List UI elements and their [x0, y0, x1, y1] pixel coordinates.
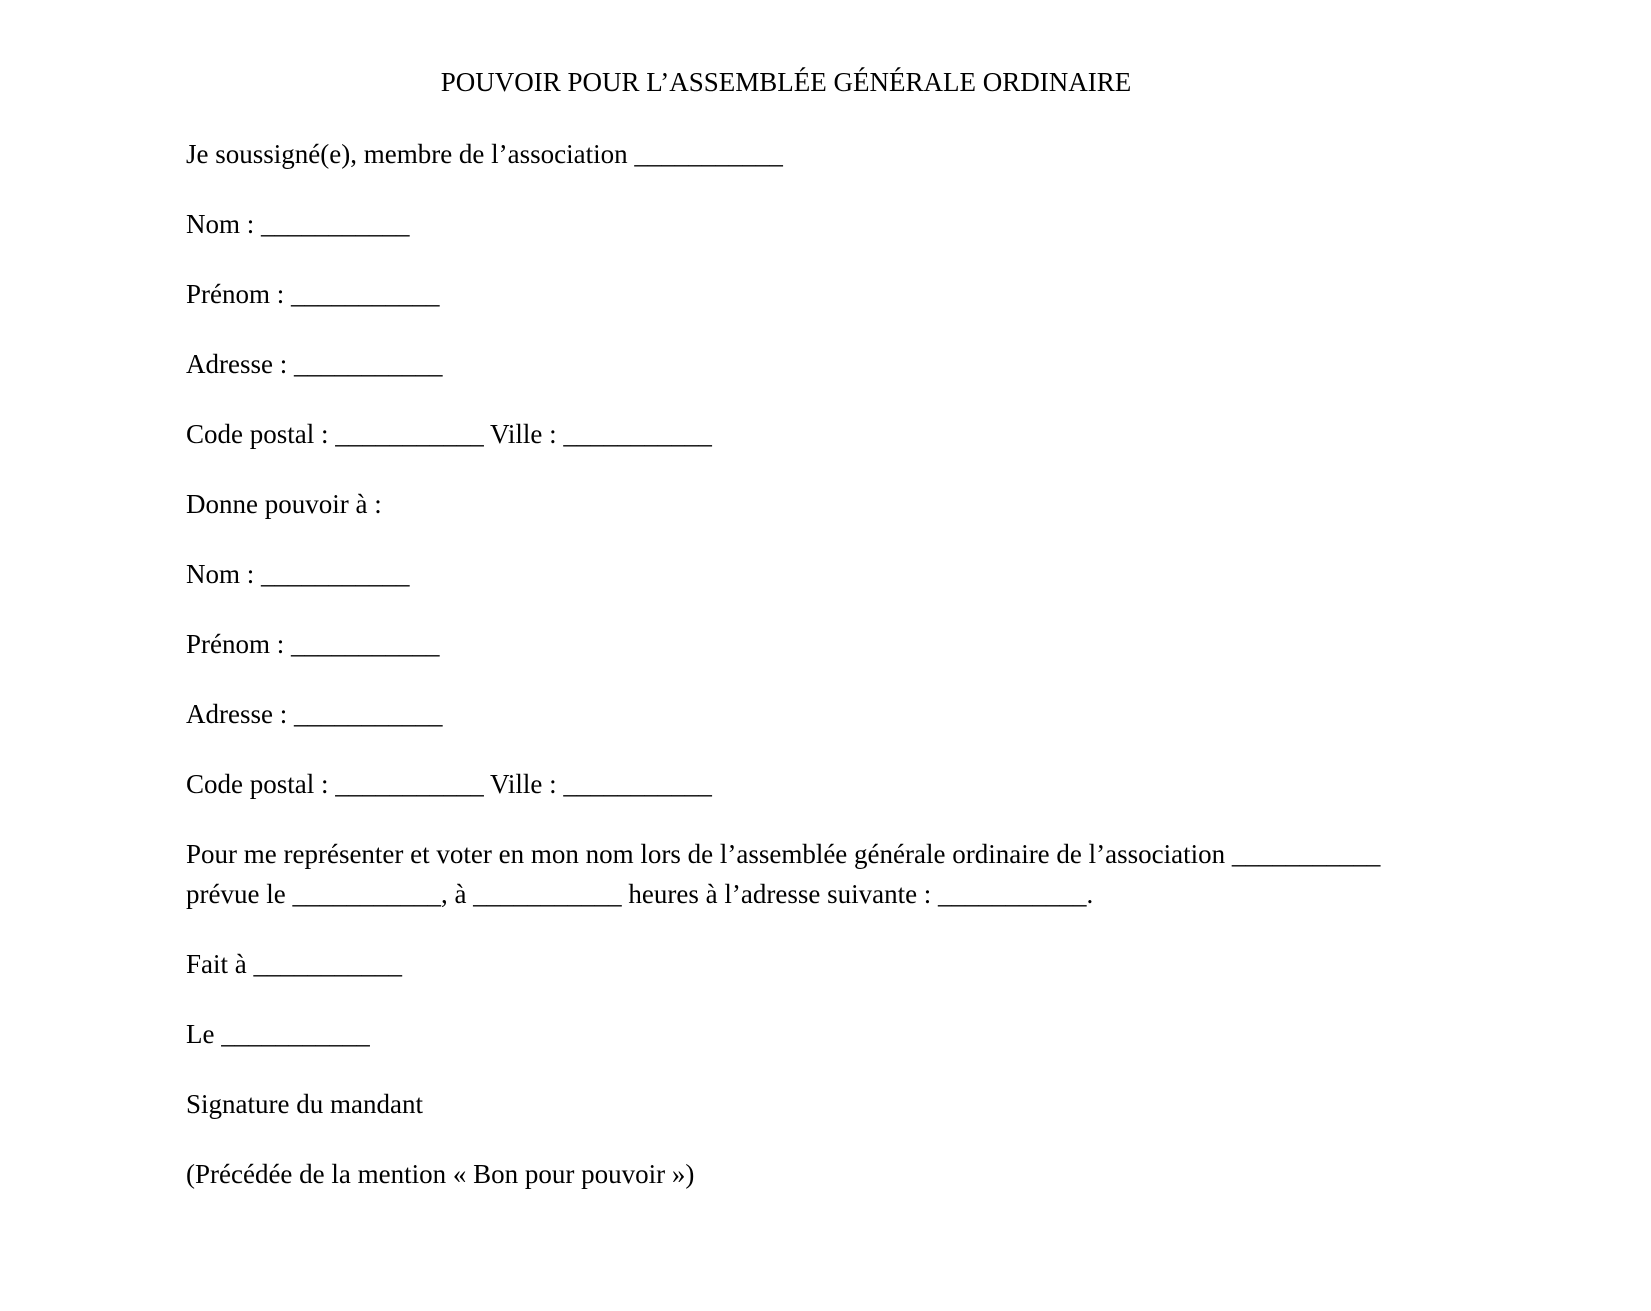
line-mandataire-adresse: Adresse : ___________ [186, 699, 443, 729]
line-mandataire-code-postal-ville: Code postal : ___________ Ville : ___________ [186, 769, 712, 799]
line-mandant-prenom: Prénom : ___________ [186, 279, 440, 309]
document-content [186, 62, 1386, 1194]
line-mandataire-prenom: Prénom : ___________ [186, 629, 440, 659]
line-signature-mandant: Signature du mandant [186, 1089, 423, 1119]
paragraph-representation [186, 834, 1386, 914]
line-intro-association: Je soussigné(e), membre de l’association ___________ [186, 139, 783, 169]
line-donne-pouvoir: Donne pouvoir à : [186, 489, 382, 519]
line-fait-a: Fait à ___________ [186, 949, 402, 979]
line-mandant-code-postal-ville: Code postal : ___________ Ville : ___________ [186, 419, 712, 449]
document-title: POUVOIR POUR L’ASSEMBLÉE GÉNÉRALE ORDINAIRE [440, 67, 1132, 97]
line-le: Le ___________ [186, 1019, 370, 1049]
paragraph-representation-line1: Pour me représenter et voter en mon nom lors de l’assemblée générale ordinaire de l’association ___________ [186, 839, 1381, 869]
paragraph-representation-line2: prévue le ___________, à ___________ heures à l’adresse suivante : ___________. [186, 879, 1094, 909]
line-mandant-nom: Nom : ___________ [186, 209, 410, 239]
line-mandant-adresse: Adresse : ___________ [186, 349, 443, 379]
line-mandataire-nom: Nom : ___________ [186, 559, 410, 589]
line-mention-bon-pour-pouvoir: (Précédée de la mention « Bon pour pouvoir ») [186, 1159, 695, 1189]
